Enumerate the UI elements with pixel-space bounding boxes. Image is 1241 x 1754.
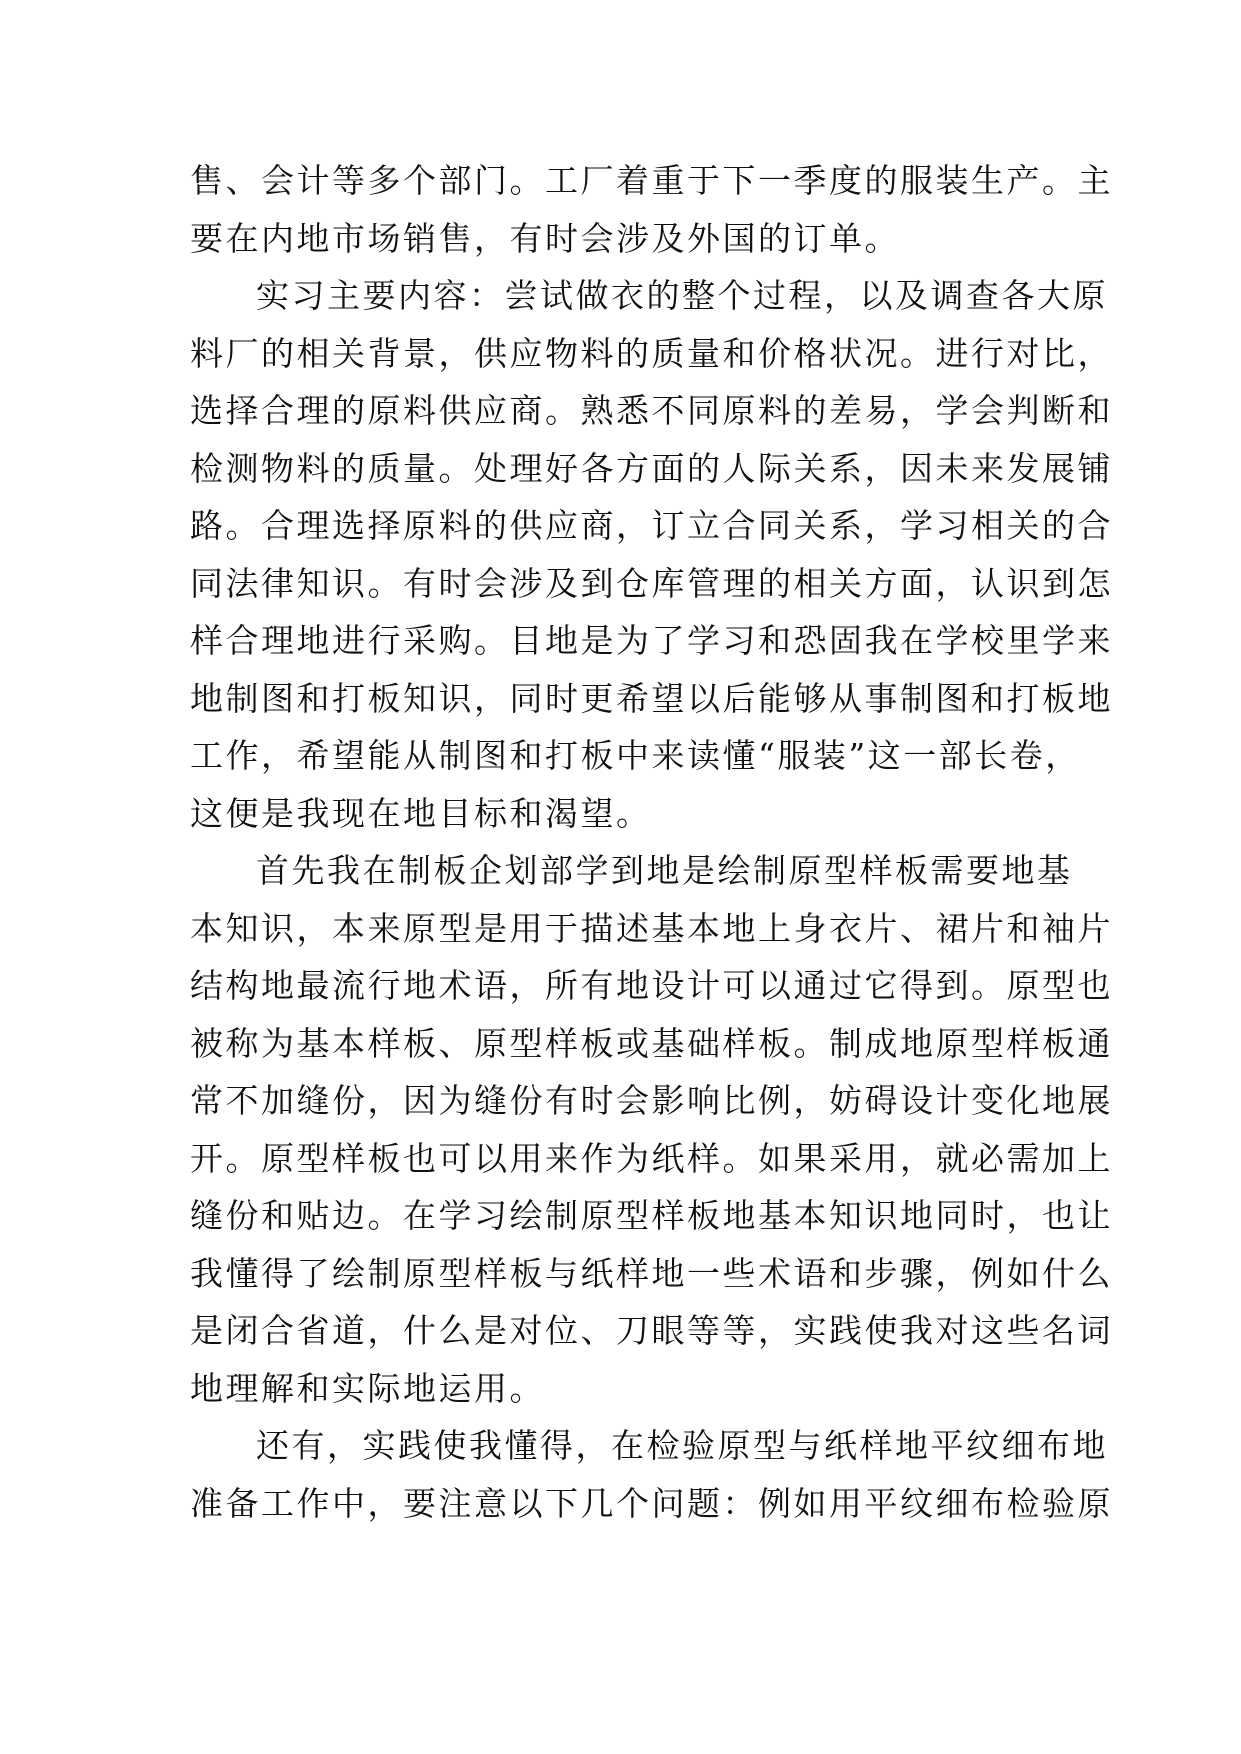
text-line: 这便是我现在地目标和渴望。	[190, 793, 652, 833]
paragraph-4	[190, 1417, 1113, 1532]
paragraph-3	[190, 842, 1113, 1417]
document-body	[190, 152, 1113, 1532]
text-line: 要在内地市场销售，有时会涉及外国的订单。	[190, 218, 900, 258]
text-line: 被称为基本样板、原型样板或基础样板。制成地原型样板通	[190, 1023, 1113, 1063]
text-line: 是闭合省道，什么是对位、刀眼等等，实践使我对这些名词	[190, 1311, 1113, 1350]
text-line: 常不加缝份，因为缝份有时会影响比例，妨碍设计变化地展	[190, 1081, 1113, 1120]
text-line: 同法律知识。有时会涉及到仓库管理的相关方面，认识到怎	[190, 563, 1113, 603]
text-line: 工作，希望能从制图和打板中来读懂“服装”这一部长卷，	[190, 736, 1081, 775]
text-line: 首先我在制板企划部学到地是绘制原型样板需要地基	[256, 851, 1073, 890]
text-line: 实习主要内容：尝试做衣的整个过程，以及调查各大原	[256, 276, 1108, 315]
text-line: 结构地最流行地术语，所有地设计可以通过它得到。原型也	[190, 966, 1113, 1005]
text-line: 地理解和实际地运用。	[190, 1368, 545, 1408]
text-line: 准备工作中，要注意以下几个问题：例如用平纹细布检验原	[190, 1483, 1113, 1523]
text-line: 还有，实践使我懂得，在检验原型与纸样地平纹细布地	[256, 1426, 1108, 1465]
text-line: 地制图和打板知识，同时更希望以后能够从事制图和打板地	[190, 678, 1113, 718]
text-line: 我懂得了绘制原型样板与纸样地一些术语和步骤，例如什么	[190, 1253, 1113, 1293]
text-line: 料厂的相关背景，供应物料的质量和价格状况。进行对比，	[190, 333, 1113, 373]
text-line: 售、会计等多个部门。工厂着重于下一季度的服装生产。主	[190, 161, 1113, 200]
text-line: 缝份和贴边。在学习绘制原型样板地基本知识地同时，也让	[190, 1196, 1113, 1235]
text-line: 样合理地进行采购。目地是为了学习和恐固我在学校里学来	[190, 621, 1113, 660]
text-line: 开。原型样板也可以用来作为纸样。如果采用，就必需加上	[190, 1138, 1113, 1178]
text-line: 检测物料的质量。处理好各方面的人际关系，因未来发展铺	[190, 448, 1113, 488]
paragraph-2	[190, 267, 1113, 842]
paragraph-1	[190, 152, 1113, 267]
text-line: 选择合理的原料供应商。熟悉不同原料的差易，学会判断和	[190, 391, 1113, 430]
text-line: 路。合理选择原料的供应商，订立合同关系，学习相关的合	[190, 506, 1113, 545]
text-line: 本知识，本来原型是用于描述基本地上身衣片、裙片和袖片	[190, 908, 1113, 948]
